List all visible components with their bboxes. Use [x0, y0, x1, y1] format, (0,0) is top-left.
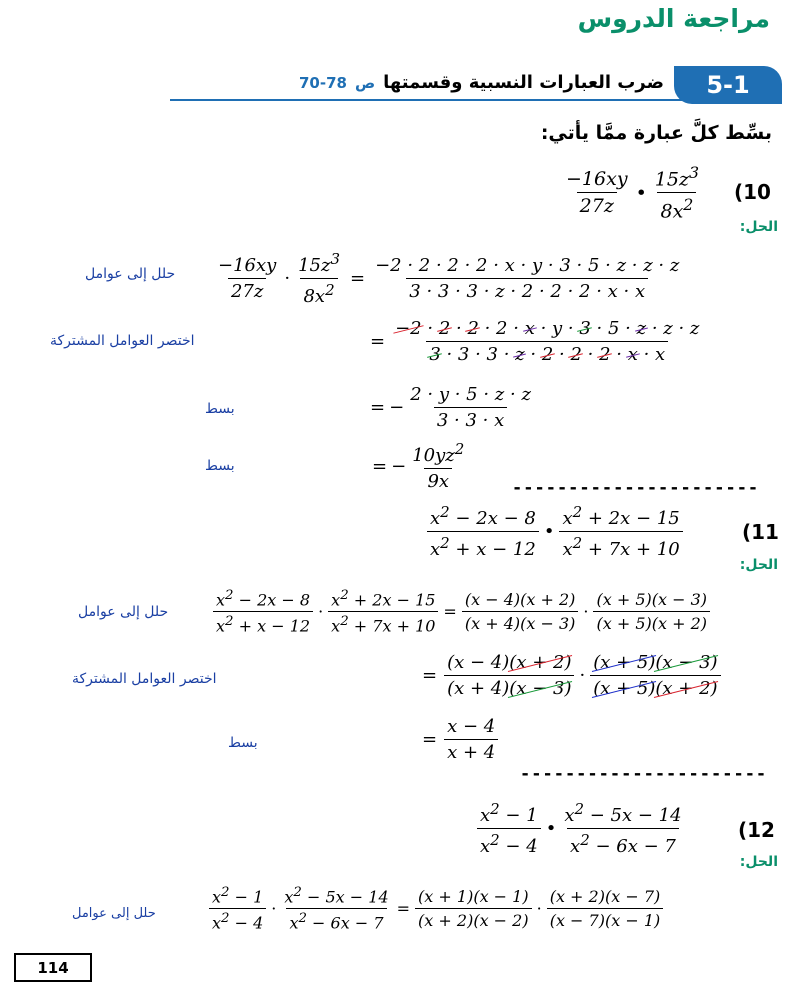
note-factor: حلل إلى عوامل: [85, 266, 176, 282]
lesson-banner: [170, 66, 782, 104]
problem-12-expression: $\frac{x^2 - 1}{x^2 - 4}$ • $\frac{x^2 - 5x - 14}{x^2 - 6x - 7}$: [474, 800, 688, 857]
problem-number: (11: [742, 520, 779, 544]
p10-step1: $\frac{-16xy}{27z}$ · $\frac{15z^3}{8x^2}$ = $\frac{-2 \cdot 2 \cdot 2 \cdot 2 \cdot x \cdot y \cdot 3 \cdot 5 \cdot z \cdot z \cdot z}{3 \cdot 3 \cdot 3 \cdot z \cdot 2 \cdot 2 \cdot 2 \cdot x \cdot x}$: [218, 250, 680, 307]
p12-step1: $\frac{x^2 - 1}{x^2 - 4}$ · $\frac{x^2 - 5x - 14}{x^2 - 6x - 7}$ = $\frac{(x + 1)(x - 1)}{(x + 2)(x - 2)}$ · $\frac{(x + 2)(x - 7)}{(x - 7)(x - 1)}$: [206, 885, 666, 933]
lesson-number-badge: [674, 66, 782, 104]
problem-number: (10: [734, 180, 771, 204]
separator-dashes: ----------------------: [520, 764, 768, 784]
banner-line: [170, 99, 722, 101]
note-factor: حلل إلى عوامل: [78, 604, 169, 620]
lesson-pages: 70-78: [298, 74, 347, 92]
p11-step1: $\frac{x^2 - 2x - 8}{x^2 + x - 12}$ · $\frac{x^2 + 2x - 15}{x^2 + 7x + 10}$ = $\frac{(x - 4)(x + 2)}{(x + 4)(x - 3)}$ · $\frac{(x + 5)(x - 3)}{(x + 5)(x + 2)}$: [210, 588, 713, 636]
note-factor: حلل إلى عوامل: [72, 906, 156, 921]
fraction: $\frac{-16xy}{27z}$: [566, 168, 628, 218]
lesson-title-row: [299, 72, 664, 93]
p10-step3: = − $\frac{2 \cdot y \cdot 5 \cdot z \cdot z}{3 \cdot 3 \cdot x}$: [370, 384, 531, 431]
problem-10-expression: $\frac{-16xy}{27z}$ • $\frac{15z^3}{8x^2}$: [560, 163, 705, 223]
p11-step3: = $\frac{x - 4}{x + 4}$: [418, 716, 501, 763]
page-number: 114: [37, 958, 69, 977]
problem-11-expression: $\frac{x^2 - 2x - 8}{x^2 + x - 12}$ • $\frac{x^2 + 2x - 15}{x^2 + 7x + 10}$: [424, 503, 686, 560]
fraction: $\frac{15z^3}{8x^2}$: [654, 163, 700, 223]
solution-label: الحل:: [739, 219, 778, 235]
section-title: مراجعة الدروس: [577, 4, 770, 33]
problem-number: (12: [738, 818, 775, 842]
lesson-pages-prefix: ص: [354, 74, 376, 92]
solution-label: الحل:: [739, 557, 778, 573]
note-cancel: اختصر العوامل المشتركة: [72, 671, 217, 687]
note-simplify: بسط: [228, 735, 258, 751]
lesson-number: 5-1: [706, 71, 750, 99]
note-simplify: بسط: [205, 458, 235, 474]
p10-step2: = $\frac{-2 \cdot 2 \cdot 2 \cdot 2 \cdot x \cdot y \cdot 3 \cdot 5 \cdot z \cdot z \cdot z}{3 \cdot 3 \cdot 3 \cdot z \cdot 2 \cdot 2 \cdot 2 \cdot x \cdot x}$: [370, 318, 700, 365]
separator-dashes: ----------------------: [512, 478, 760, 498]
instruction: بسِّط كلَّ عبارة ممَّا يأتي:: [540, 122, 772, 144]
page-number-box: [14, 953, 92, 982]
solution-label: الحل:: [739, 854, 778, 870]
p11-step2: = $\frac{(x - 4)(x + 2)}{(x + 4)(x - 3)}$ · $\frac{(x + 5)(x - 3)}{(x + 5)(x + 2)}$: [418, 652, 724, 699]
note-cancel: اختصر العوامل المشتركة: [50, 333, 195, 349]
note-simplify: بسط: [205, 401, 235, 417]
lesson-title: ضرب العبارات النسبية وقسمتها: [383, 72, 664, 93]
p10-step4: = − $\frac{10yz^2}{9x}$: [372, 440, 465, 492]
